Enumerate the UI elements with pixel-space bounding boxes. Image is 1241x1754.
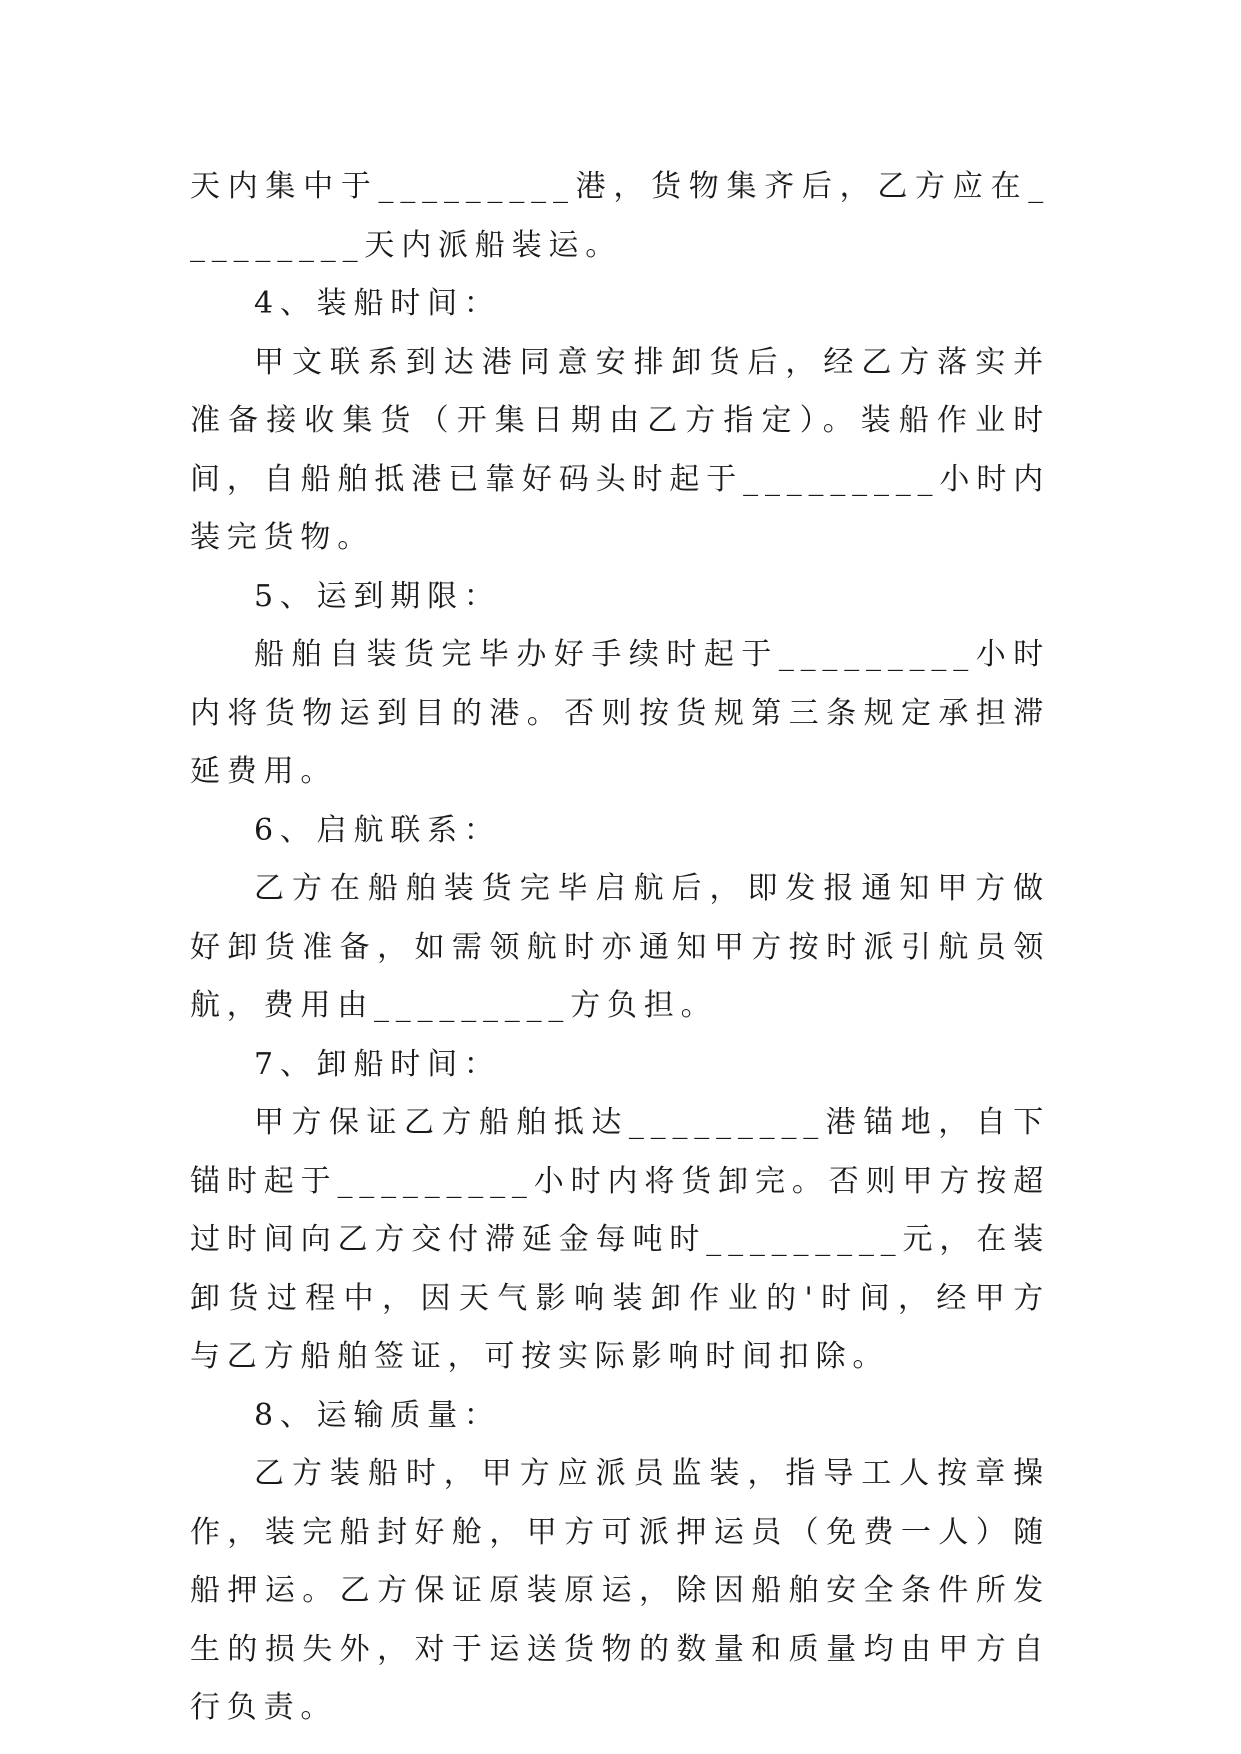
paragraph-continuation: 天内集中于_________港，货物集齐后，乙方应在_________天内派船装运。: [190, 169, 1050, 263]
paragraph-unloading-time: 甲方保证乙方船舶抵达_________港锚地，自下锚时起于_________小时内将货卸完。否则甲方按超过时间向乙方交付滞延金每吨时_________元，在装卸货过程中，因天气影响装卸作业的'时间，经甲方与乙方船舶签证，可按实际影响时间扣除。: [190, 1105, 1050, 1374]
section-heading-departure-contact: 6、启航联系：: [254, 812, 501, 848]
section-heading-unloading-time: 7、卸船时间：: [254, 1046, 501, 1082]
document-body: [190, 158, 1050, 1738]
section-heading-delivery-period: 5、运到期限：: [254, 578, 501, 614]
paragraph-loading-time: 甲文联系到达港同意安排卸货后，经乙方落实并准备接收集货（开集日期由乙方指定）。装船作业时间，自船舶抵港已靠好码头时起于_________小时内装完货物。: [190, 344, 1050, 555]
paragraph-transport-quality: 乙方装船时，甲方应派员监装，指导工人按章操作，装完船封好舱，甲方可派押运员（免费一人）随船押运。乙方保证原装原运，除因船舶安全条件所发生的损失外，对于运送货物的数量和质量均由甲方自行负责。: [190, 1456, 1050, 1725]
paragraph-departure-contact: 乙方在船舶装货完毕启航后，即发报通知甲方做好卸货准备，如需领航时亦通知甲方按时派引航员领航，费用由_________方负担。: [190, 871, 1050, 1023]
section-heading-loading-time: 4、装船时间：: [254, 286, 501, 321]
paragraph-delivery-period: 船舶自装货完毕办好手续时起于_________小时内将货物运到目的港。否则按货规第三条规定承担滞延费用。: [190, 637, 1050, 789]
section-heading-transport-quality: 8、运输质量：: [254, 1397, 501, 1433]
